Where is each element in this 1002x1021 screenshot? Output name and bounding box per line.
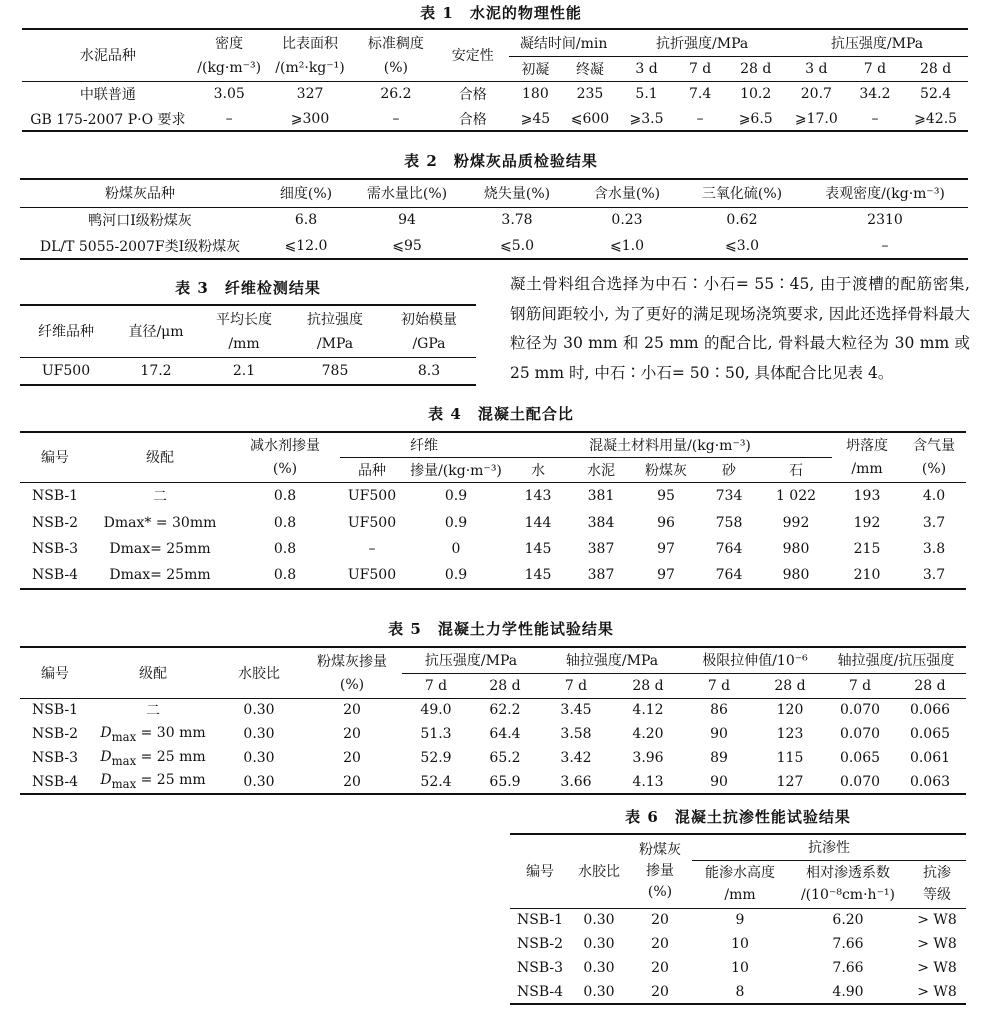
- table-cell: 86: [710, 702, 728, 719]
- table-cell: 144: [524, 514, 552, 531]
- t2-h-variety: 粉煤灰品种: [105, 186, 175, 203]
- table-cell: 381: [587, 487, 615, 504]
- t5-h-ultimate: 极限拉伸值/10⁻⁶: [684, 647, 826, 673]
- table-row: [510, 980, 966, 1004]
- table6-title: 表 6 混凝土抗渗性能试验结果: [625, 808, 851, 826]
- table-cell: 3.96: [632, 750, 664, 766]
- table-cell: NSB-3: [31, 541, 79, 557]
- t4-h-fiber: 纤维: [340, 432, 508, 457]
- table-cell: NSB-3: [516, 960, 564, 976]
- table-cell: 980: [782, 567, 810, 583]
- t1-h-consistency: 标准稠度: [367, 36, 424, 52]
- table-cell: 8.3: [417, 362, 441, 379]
- table-row: [20, 357, 476, 385]
- t4-h-slump-unit: /mm: [851, 461, 883, 478]
- table-cell: 4.20: [632, 726, 664, 742]
- dmax-subscript: max: [111, 776, 137, 791]
- table-cell: NSB-1: [31, 702, 79, 719]
- table-cell: 180: [522, 86, 549, 103]
- table-cell: 0.063: [909, 773, 951, 790]
- t6-h-flyash-line1: 粉煤灰: [639, 841, 681, 858]
- table-cell: 0.065: [909, 726, 951, 742]
- table-cell: 0.9: [444, 567, 468, 583]
- t6-h-wb: 水胶比: [570, 834, 628, 908]
- table-cell: ⩽5.0: [500, 237, 534, 254]
- t5-h-7d: 7 d: [707, 677, 731, 694]
- t2-h-loss-ignition: 烧失量(%): [483, 186, 551, 203]
- t4-h-reducer: 减水剂掺量: [250, 438, 320, 454]
- table-cell: 20: [651, 983, 669, 1000]
- table-cell: –: [696, 110, 704, 127]
- table-cell: 145: [524, 541, 552, 557]
- t1-h-setting-time: 凝结时间/min: [509, 29, 618, 56]
- t3-h-modulus-unit: /GPa: [412, 335, 446, 352]
- table-cell: 0.070: [839, 702, 881, 719]
- table-cell: ⩽600: [570, 110, 610, 127]
- table-cell: 235: [576, 86, 604, 103]
- t4-h-cement: 水泥: [587, 462, 615, 479]
- table-cell: 0.061: [909, 750, 951, 766]
- table-cell: 0.30: [583, 912, 615, 929]
- table-cell: 97: [657, 567, 675, 583]
- table-cell: 65.2: [489, 750, 521, 766]
- table-cell: 3.7: [922, 567, 946, 583]
- table-cell: 0.8: [273, 487, 297, 504]
- table-cell: 4.0: [922, 487, 946, 504]
- t3-h-length-unit: /mm: [228, 335, 260, 352]
- dmax-symbol: D: [100, 772, 112, 789]
- t2-h-water-demand: 需水量比(%): [366, 186, 448, 203]
- t5-h-7d: 7 d: [564, 677, 588, 694]
- t1-h-surface-area-unit: /(m²·kg⁻¹): [275, 60, 345, 77]
- table-cell: 0.9: [444, 514, 468, 531]
- table-cell: Dmax= 25mm: [109, 567, 211, 583]
- table3-title: 表 3 纤维检测结果: [175, 279, 321, 297]
- dmax-subscript: max: [111, 753, 137, 768]
- table-cell: 387: [587, 567, 615, 583]
- table-cell: 0.30: [243, 750, 275, 766]
- t6-h-level-line1: 抗渗: [923, 865, 951, 881]
- table-cell: 210: [853, 567, 881, 583]
- t5-h-flyash: 粉煤灰掺量: [317, 653, 387, 670]
- table-cell: [90, 746, 216, 770]
- table-cell: 89: [710, 750, 728, 766]
- t5-h-tensile: 轴拉强度/MPa: [540, 647, 684, 673]
- table-cell: 52.4: [920, 86, 952, 103]
- table-cell: –: [368, 541, 376, 557]
- table-cell: –: [871, 110, 879, 127]
- table-cell: UF500: [41, 362, 91, 379]
- t6-h-coefficient-line1: 相对渗透系数: [806, 865, 890, 881]
- table-cell: 764: [715, 567, 743, 583]
- table-cell: 785: [321, 362, 349, 379]
- table-cell: ⩽3.0: [725, 237, 759, 254]
- table-cell: 6.20: [832, 912, 864, 929]
- table4-title: 表 4 混凝土配合比: [428, 405, 574, 423]
- table6: [510, 833, 966, 1005]
- table-row: [20, 562, 966, 589]
- dmax-symbol: D: [100, 724, 112, 741]
- table-cell: 387: [587, 541, 615, 557]
- table5-title: 表 5 混凝土力学性能试验结果: [388, 620, 614, 638]
- t5-h-id: 编号: [20, 647, 90, 698]
- t1-h-consistency-unit: (%): [383, 60, 409, 77]
- t3-h-variety: 纤维品种: [20, 305, 112, 357]
- table-cell: 215: [853, 541, 881, 557]
- table-cell: NSB-4: [31, 773, 79, 790]
- grade-value: = 25 mm: [140, 748, 206, 765]
- table-cell: NSB-4: [516, 983, 564, 1000]
- t2-h-fineness: 细度(%): [279, 186, 333, 203]
- t2-h-moisture: 含水量(%): [593, 186, 661, 203]
- table-cell: 62.2: [489, 702, 521, 719]
- table-cell: 0.070: [839, 726, 881, 742]
- t1-h-stability: 安定性: [436, 29, 509, 81]
- t6-h-height: [692, 860, 788, 908]
- table-cell: 10: [731, 960, 749, 976]
- table-cell: Dmax* = 30mm: [103, 514, 217, 531]
- table-cell: 二: [153, 488, 167, 505]
- table-cell: 2310: [867, 212, 903, 229]
- t5-h-28d: 28 d: [632, 677, 664, 694]
- t2-h-apparent-density: 表观密度/(kg·m⁻³): [825, 186, 945, 203]
- table-cell: 合格: [458, 111, 487, 128]
- t5-h-grade: 级配: [90, 647, 216, 698]
- table-cell: > W8: [917, 936, 957, 952]
- table-cell: 4.90: [832, 983, 864, 1000]
- t6-h-coefficient-line2: /(10⁻⁸cm·h⁻¹): [800, 887, 896, 903]
- table-cell: 0.8: [273, 514, 297, 531]
- table-cell: 3.7: [922, 514, 946, 531]
- table-cell: 7.4: [688, 86, 712, 103]
- table-cell: 0.23: [611, 212, 643, 229]
- t5-h-28d: 28 d: [914, 677, 946, 694]
- table-cell: NSB-1: [31, 487, 79, 504]
- t4-h-air-unit: (%): [921, 461, 947, 478]
- table-cell: [90, 770, 216, 794]
- table-cell: 20.7: [800, 86, 832, 103]
- table-cell: 8: [735, 983, 745, 1000]
- t4-h-reducer-unit: (%): [272, 461, 298, 478]
- t1-h-variety: 水泥品种: [22, 29, 194, 81]
- table-cell: 3.78: [501, 212, 533, 229]
- table5: [20, 646, 966, 795]
- t4-h-fiber-dose: 掺量/(kg·m⁻³): [410, 462, 502, 479]
- table-cell: 0.30: [243, 702, 275, 719]
- t6-h-coefficient: [788, 860, 908, 908]
- t5-h-28d: 28 d: [489, 677, 521, 694]
- t6-h-flyash: [628, 834, 692, 908]
- table-cell: 6.8: [294, 212, 318, 229]
- table-cell: > W8: [917, 983, 957, 1000]
- t3-h-tensile: 抗拉强度: [307, 311, 363, 328]
- table-cell: NSB-2: [516, 936, 564, 952]
- grade-value: = 25 mm: [140, 772, 206, 789]
- table-cell: ⩾300: [290, 110, 330, 127]
- table-cell: 52.4: [420, 773, 452, 790]
- table-cell: 20: [651, 912, 669, 929]
- table-cell: Dmax= 25mm: [109, 541, 211, 557]
- table-cell: 192: [853, 514, 881, 531]
- dmax-symbol: D: [100, 748, 112, 765]
- table-row: [22, 81, 968, 107]
- table-cell: 9: [735, 912, 745, 929]
- table3: [20, 304, 476, 386]
- table-row: [22, 107, 968, 131]
- table-cell: 65.9: [489, 773, 521, 790]
- table-cell: 0.30: [243, 726, 275, 742]
- t1-h-28d: 28 d: [920, 60, 952, 77]
- paragraph-text: 凝土骨料组合选择为中石∶小石= 55∶45, 由于渡槽的配筋密集, 钢筋间距较小, 为了更好的满足现场浇筑要求, 因此还选择骨料最大粒径为 30 mm 和 25 mm 的配合比, 骨料最大粒径为 30 mm 或 25 mm 时, 中石∶小石= 50∶50, 具体配合比见表 4。: [510, 275, 970, 382]
- table-cell: > W8: [917, 912, 957, 929]
- t6-h-height-line1: 能渗水高度: [705, 865, 775, 881]
- table1: [22, 28, 968, 132]
- t6-h-flyash-line2: 掺量: [646, 862, 674, 879]
- table-cell: ⩾42.5: [914, 110, 958, 127]
- table-cell: 0.62: [726, 212, 758, 229]
- table-cell: 980: [782, 541, 810, 557]
- t5-h-7d: 7 d: [424, 677, 448, 694]
- t4-h-stone: 石: [789, 462, 803, 479]
- table-cell: ⩾17.0: [794, 110, 838, 127]
- table-cell: –: [392, 110, 400, 127]
- table-cell: 123: [776, 726, 804, 742]
- table-cell: 127: [776, 773, 804, 790]
- t5-h-ratio: 轴拉强度/抗压强度: [826, 647, 966, 673]
- table-cell: 3.42: [560, 750, 592, 766]
- t3-h-modulus: 初始模量: [401, 311, 457, 328]
- table-cell: 0.9: [444, 487, 468, 504]
- table-cell: 20: [651, 936, 669, 952]
- table-row: [20, 482, 966, 509]
- table-cell: ⩽1.0: [610, 237, 644, 254]
- t1-h-7d: 7 d: [688, 60, 712, 77]
- table-cell: UF500: [347, 514, 397, 531]
- table-row: [510, 956, 966, 980]
- table-cell: 95: [657, 487, 675, 504]
- table-cell: ⩽95: [392, 237, 422, 254]
- table-cell: 52.9: [420, 750, 452, 766]
- t1-h-3d: 3 d: [635, 60, 658, 77]
- table-cell: 97: [657, 541, 675, 557]
- table-cell: 鸭河口Ⅰ级粉煤灰: [88, 213, 192, 230]
- table-cell: 94: [398, 212, 416, 229]
- table-cell: 49.0: [420, 702, 452, 719]
- table-cell: 0.8: [273, 567, 297, 583]
- table-cell: 193: [853, 487, 881, 504]
- table-row: [20, 509, 966, 536]
- table-cell: 734: [715, 487, 743, 504]
- table-cell: [90, 722, 216, 746]
- table-row: [510, 932, 966, 956]
- t3-h-tensile-unit: /MPa: [316, 335, 354, 352]
- table-cell: 7.66: [832, 936, 864, 952]
- table-cell: 90: [710, 726, 728, 742]
- table-row: [20, 536, 966, 562]
- t6-h-height-line2: /mm: [724, 887, 756, 903]
- table-cell: 20: [343, 702, 361, 719]
- table4: [20, 431, 966, 590]
- t4-h-water: 水: [531, 462, 545, 479]
- table-cell: 120: [776, 702, 804, 719]
- table-cell: ⩾45: [520, 110, 551, 127]
- table-cell: 145: [524, 567, 552, 583]
- table-row: [20, 770, 966, 794]
- table-cell: 0.070: [839, 773, 881, 790]
- t4-h-materials: 混凝土材料用量/(kg·m⁻³): [508, 432, 832, 457]
- t5-h-compressive: 抗压强度/MPa: [402, 647, 540, 673]
- table-cell: 384: [587, 514, 615, 531]
- t4-h-flyash: 粉煤灰: [645, 462, 687, 479]
- table-cell: 143: [524, 487, 552, 504]
- t1-h-density-unit: /(kg·m⁻³): [197, 60, 262, 77]
- table-cell: 0: [451, 541, 461, 557]
- table-cell: NSB-4: [31, 567, 79, 583]
- grade-value: = 30 mm: [140, 724, 206, 741]
- t3-h-diameter: 直径/μm: [112, 305, 200, 357]
- t4-h-air: 含气量: [913, 438, 955, 454]
- t6-h-level: [908, 860, 966, 908]
- table-cell: 4.12: [632, 702, 664, 719]
- t1-h-7d: 7 d: [863, 60, 887, 77]
- table-cell: UF500: [347, 567, 397, 583]
- table-row: [20, 698, 966, 722]
- table-cell: > W8: [917, 960, 957, 976]
- table-cell: 7.66: [832, 960, 864, 976]
- dmax-subscript: max: [111, 729, 137, 744]
- table-cell: 51.3: [420, 726, 452, 742]
- table-cell: 1 022: [775, 487, 817, 504]
- t6-h-id: 编号: [510, 834, 570, 908]
- t1-h-28d: 28 d: [740, 60, 772, 77]
- t1-h-density: 密度: [215, 36, 244, 52]
- t2-h-so3: 三氧化硫(%): [701, 186, 783, 203]
- table-cell: 34.2: [859, 86, 891, 103]
- table-cell: 2.1: [232, 362, 256, 379]
- table-row: [20, 233, 968, 259]
- table-cell: 992: [782, 514, 810, 531]
- t6-h-level-line2: 等级: [923, 887, 951, 903]
- t4-h-id: 编号: [20, 432, 90, 482]
- table-cell: NSB-2: [31, 514, 79, 531]
- t1-h-compressive: 抗压强度/MPa: [786, 29, 968, 56]
- table-cell: UF500: [347, 487, 397, 504]
- table-cell: 0.30: [243, 773, 275, 790]
- table-cell: 3.05: [213, 86, 245, 103]
- table-cell: 10: [731, 936, 749, 952]
- t6-h-permeability: 抗渗性: [692, 834, 966, 860]
- table-cell: 3.66: [560, 773, 592, 790]
- table-cell: 20: [343, 726, 361, 742]
- t1-h-3d: 3 d: [805, 60, 828, 77]
- table-cell: 3.45: [560, 702, 592, 719]
- table-cell: 中联普通: [79, 87, 136, 104]
- table2-title: 表 2 粉煤灰品质检验结果: [404, 152, 598, 170]
- table-cell: –: [881, 237, 889, 254]
- table-row: [20, 746, 966, 770]
- t4-h-fiber-kind: 品种: [358, 462, 386, 479]
- t1-h-final: 终凝: [575, 61, 604, 78]
- t1-h-initial: 初凝: [521, 61, 550, 78]
- table-cell: NSB-2: [31, 726, 79, 742]
- table-cell: 90: [710, 773, 728, 790]
- table-cell: 26.2: [380, 86, 412, 103]
- table-cell: NSB-3: [31, 750, 79, 766]
- table-cell: 二: [146, 703, 160, 720]
- table-row: [20, 722, 966, 746]
- table-cell: DL/T 5055-2007F类Ⅰ级粉煤灰: [39, 238, 241, 255]
- table-cell: 0.065: [839, 750, 881, 766]
- table1-title: 表 1 水泥的物理性能: [420, 4, 582, 22]
- table-cell: ⩾3.5: [629, 110, 664, 127]
- t5-h-flyash-unit: (%): [339, 677, 365, 694]
- table-cell: 17.2: [140, 362, 172, 379]
- table-cell: 0.066: [909, 702, 951, 719]
- table-row: [20, 207, 968, 233]
- table-cell: 3.58: [560, 726, 592, 742]
- t1-h-surface-area: 比表面积: [282, 36, 339, 52]
- table-cell: 4.13: [632, 773, 664, 790]
- table-cell: 20: [343, 750, 361, 766]
- table-cell: 0.30: [583, 960, 615, 976]
- table-cell: 115: [776, 750, 804, 766]
- table-cell: GB 175-2007 P·O 要求: [30, 111, 186, 128]
- table-cell: 0.30: [583, 983, 615, 1000]
- table-cell: 3.8: [922, 541, 946, 557]
- t4-h-slump: 坍落度: [846, 438, 888, 454]
- table-cell: 758: [715, 514, 743, 531]
- t5-h-28d: 28 d: [774, 677, 806, 694]
- t6-h-flyash-line3: (%): [647, 883, 673, 900]
- table-cell: 20: [651, 960, 669, 976]
- t5-h-7d: 7 d: [848, 677, 872, 694]
- t4-h-grade: 级配: [90, 432, 230, 482]
- table-cell: –: [225, 110, 233, 127]
- table-row: [510, 908, 966, 932]
- table-cell: 合格: [458, 87, 487, 104]
- t3-h-length: 平均长度: [216, 311, 272, 328]
- table-cell: 64.4: [489, 726, 521, 742]
- table-cell: ⩽12.0: [284, 237, 328, 254]
- table-cell: ⩾6.5: [738, 110, 773, 127]
- t1-h-flexural: 抗折强度/MPa: [618, 29, 786, 56]
- table-cell: 20: [343, 773, 361, 790]
- table-cell: 764: [715, 541, 743, 557]
- table-cell: 96: [657, 514, 675, 531]
- table-cell: 5.1: [635, 86, 658, 103]
- t4-h-sand: 砂: [722, 462, 736, 479]
- t5-h-wb: 水胶比: [216, 647, 302, 698]
- table-cell: NSB-1: [516, 912, 564, 929]
- table-cell: 0.30: [583, 936, 615, 952]
- table-cell: 327: [296, 86, 324, 103]
- table-cell: 0.8: [273, 541, 297, 557]
- body-paragraph: [510, 270, 970, 388]
- table2: [20, 178, 968, 260]
- table-cell: 10.2: [740, 86, 772, 103]
